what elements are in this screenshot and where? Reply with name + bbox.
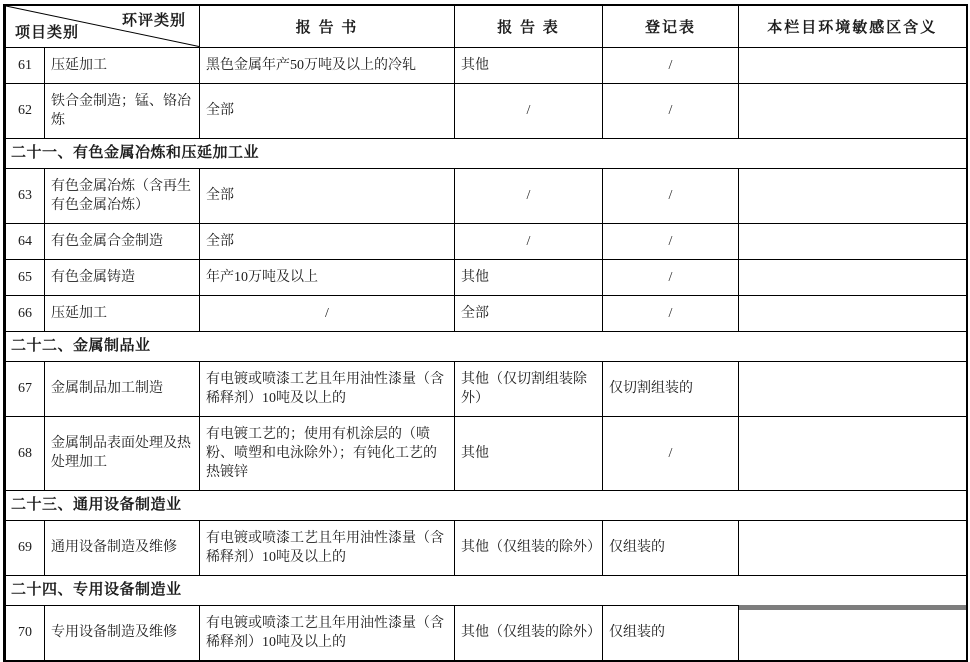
report-book-cell: 有电镀工艺的；使用有机涂层的（喷粉、喷塑和电泳除外）；有钝化工艺的热镀锌 (200, 416, 455, 490)
report-book-cell: 有电镀或喷漆工艺且年用油性漆量（含稀释剂）10吨及以上的 (200, 520, 455, 575)
registration-cell: / (603, 416, 739, 490)
registration-cell: / (603, 223, 739, 259)
document-page (0, 4, 970, 650)
sensitive-cell (739, 605, 967, 661)
header-report-form: 报 告 表 (455, 5, 603, 47)
category-cell: 压延加工 (45, 47, 200, 83)
table-row (5, 83, 967, 138)
table-row (5, 47, 967, 83)
registration-cell: / (603, 259, 739, 295)
table-body (5, 47, 967, 661)
section-row (5, 575, 967, 605)
row-number-cell: 62 (5, 83, 45, 138)
header-report-book: 报 告 书 (200, 5, 455, 47)
sensitive-cell (739, 295, 967, 331)
section-title: 二十二、金属制品业 (5, 331, 967, 361)
sensitive-cell (739, 47, 967, 83)
table-row (5, 361, 967, 416)
sensitive-cell (739, 223, 967, 259)
category-cell: 铁合金制造；锰、铬冶炼 (45, 83, 200, 138)
sensitive-cell (739, 259, 967, 295)
sensitive-cell (739, 520, 967, 575)
row-number-cell: 63 (5, 168, 45, 223)
row-number-cell: 65 (5, 259, 45, 295)
header-project-category-label: 项目类别 (15, 24, 80, 41)
row-number-cell: 69 (5, 520, 45, 575)
section-title: 二十四、专用设备制造业 (5, 575, 967, 605)
category-cell: 通用设备制造及维修 (45, 520, 200, 575)
report-form-cell: / (455, 168, 603, 223)
registration-cell: 仅切割组装的 (603, 361, 739, 416)
report-book-cell: 年产10万吨及以上 (200, 259, 455, 295)
category-cell: 金属制品表面处理及热处理加工 (45, 416, 200, 490)
category-cell: 金属制品加工制造 (45, 361, 200, 416)
eia-category-table (3, 4, 968, 662)
row-number-cell: 61 (5, 47, 45, 83)
report-form-cell: 其他（仅切割组装除外） (455, 361, 603, 416)
registration-cell: / (603, 83, 739, 138)
report-form-cell: 其他 (455, 259, 603, 295)
row-number-cell: 70 (5, 605, 45, 661)
registration-cell: 仅组装的 (603, 605, 739, 661)
row-number-cell: 64 (5, 223, 45, 259)
report-form-cell: / (455, 223, 603, 259)
header-registration-form: 登记表 (603, 5, 739, 47)
table-row (5, 168, 967, 223)
row-number-cell: 67 (5, 361, 45, 416)
report-book-cell: 黑色金属年产50万吨及以上的冷轧 (200, 47, 455, 83)
table-header (5, 5, 967, 47)
section-row (5, 138, 967, 168)
registration-cell: / (603, 47, 739, 83)
section-row (5, 490, 967, 520)
report-form-cell: / (455, 83, 603, 138)
sensitive-cell (739, 416, 967, 490)
scan-artifact-bar (739, 605, 966, 610)
category-cell: 专用设备制造及维修 (45, 605, 200, 661)
report-book-cell: 全部 (200, 223, 455, 259)
report-form-cell: 其他 (455, 47, 603, 83)
report-book-cell: 全部 (200, 168, 455, 223)
header-row (5, 5, 967, 47)
row-number-cell: 66 (5, 295, 45, 331)
category-cell: 压延加工 (45, 295, 200, 331)
category-cell: 有色金属铸造 (45, 259, 200, 295)
report-book-cell: / (200, 295, 455, 331)
report-book-cell: 有电镀或喷漆工艺且年用油性漆量（含稀释剂）10吨及以上的 (200, 361, 455, 416)
sensitive-cell (739, 361, 967, 416)
report-book-cell: 有电镀或喷漆工艺且年用油性漆量（含稀释剂）10吨及以上的 (200, 605, 455, 661)
report-form-cell: 其他（仅组装的除外） (455, 605, 603, 661)
category-cell: 有色金属合金制造 (45, 223, 200, 259)
header-eia-category-label: 环评类别 (121, 13, 186, 29)
registration-cell: / (603, 168, 739, 223)
section-row (5, 331, 967, 361)
registration-cell: 仅组装的 (603, 520, 739, 575)
report-book-cell: 全部 (200, 83, 455, 138)
report-form-cell: 全部 (455, 295, 603, 331)
table-row (5, 223, 967, 259)
sensitive-cell (739, 168, 967, 223)
report-form-cell: 其他 (455, 416, 603, 490)
table-row (5, 520, 967, 575)
diagonal-header-cell (5, 5, 200, 47)
table-row (5, 259, 967, 295)
table-row (5, 295, 967, 331)
registration-cell: / (603, 295, 739, 331)
section-title: 二十一、有色金属冶炼和压延加工业 (5, 138, 967, 168)
row-number-cell: 68 (5, 416, 45, 490)
report-form-cell: 其他（仅组装的除外） (455, 520, 603, 575)
header-sensitive-area: 本栏目环境敏感区含义 (739, 5, 967, 47)
section-title: 二十三、通用设备制造业 (5, 490, 967, 520)
category-cell: 有色金属冶炼（含再生有色金属冶炼） (45, 168, 200, 223)
table-row (5, 416, 967, 490)
sensitive-cell (739, 83, 967, 138)
table-row (5, 605, 967, 661)
